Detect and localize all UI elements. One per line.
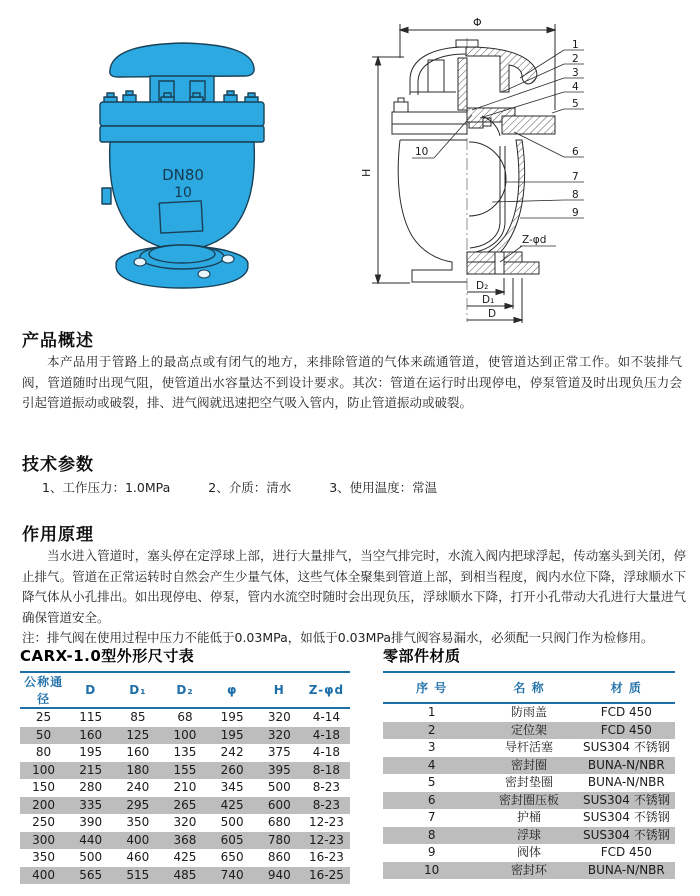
principle-heading: 作用原理 bbox=[22, 525, 94, 545]
table-cell: 125 bbox=[126, 727, 150, 742]
table-row bbox=[20, 727, 350, 745]
table-cell: 860 bbox=[267, 850, 291, 864]
table-row bbox=[20, 708, 350, 727]
table-row bbox=[383, 739, 675, 757]
table-cell: 195 bbox=[79, 745, 103, 759]
table-cell: 242 bbox=[220, 745, 244, 759]
principle-text: 当水进入管道时，塞头停在定浮球上部，进行大量排气，当空气排完时，水流入阀内把球浮起，传动塞头到关闭，停止排气。管道在正常运转时自然会产生少量气体，这些气体全聚集到管道上部，到相当程度，阀内水位下降，浮球顺水下降气体从小孔排出。如出现停电、停泵，管内水流空时随时会出现负压，浮球顺水下降，打开小孔带动大孔进行大量进气确保管道安全。 bbox=[22, 548, 686, 625]
table-cell: 280 bbox=[79, 780, 103, 794]
part-label-10: 10 bbox=[415, 146, 429, 158]
valve-cap bbox=[110, 43, 254, 77]
table-cell: 8-23 bbox=[312, 780, 341, 794]
table-row bbox=[383, 774, 675, 792]
table-cell: 500 bbox=[267, 780, 291, 794]
part-label-1: 1 bbox=[572, 39, 579, 51]
table-cell: 390 bbox=[79, 815, 103, 829]
table-cell: 650 bbox=[220, 850, 244, 864]
table-cell: 195 bbox=[220, 727, 244, 742]
part-label-3: 3 bbox=[572, 67, 579, 79]
column-header: φ bbox=[209, 672, 256, 708]
table-cell: 240 bbox=[126, 780, 150, 794]
table-cell: 4 bbox=[427, 757, 436, 772]
table-cell: 密封圈 bbox=[510, 757, 547, 772]
dimension-table-block bbox=[20, 645, 350, 884]
table-cell: 100 bbox=[32, 762, 56, 777]
column-header: H bbox=[256, 672, 303, 708]
table-row bbox=[20, 797, 350, 815]
table-row bbox=[20, 762, 350, 780]
table-row bbox=[383, 757, 675, 775]
table-cell: 160 bbox=[79, 727, 103, 742]
table-cell: 320 bbox=[267, 710, 291, 724]
table-cell: FCD 450 bbox=[600, 722, 652, 737]
table-cell: 295 bbox=[126, 797, 150, 812]
table-cell: 1 bbox=[427, 705, 436, 719]
table-cell: 155 bbox=[173, 762, 197, 777]
column-header: 序 号 bbox=[383, 672, 480, 703]
table-row bbox=[383, 792, 675, 810]
table-row bbox=[20, 849, 350, 867]
table-cell: 防雨盖 bbox=[510, 705, 547, 719]
table-cell: 940 bbox=[267, 867, 291, 882]
part-label-7: 7 bbox=[572, 171, 579, 183]
cap-section bbox=[466, 47, 537, 92]
table-cell: 600 bbox=[267, 797, 291, 812]
table-cell: 50 bbox=[35, 727, 52, 742]
table-cell: 300 bbox=[32, 832, 56, 847]
table-row bbox=[20, 832, 350, 850]
table-cell: BUNA-N/NBR bbox=[587, 757, 665, 772]
table-cell: 425 bbox=[173, 850, 197, 864]
table-cell: 85 bbox=[130, 710, 146, 724]
parameters-line bbox=[42, 478, 471, 496]
table-cell: SUS304 不锈钢 bbox=[582, 792, 670, 807]
table-cell: 8 bbox=[427, 827, 436, 842]
table-cell: 780 bbox=[267, 832, 291, 847]
table-cell: 68 bbox=[177, 710, 193, 724]
table-cell: 9 bbox=[427, 845, 436, 859]
table-cell: 215 bbox=[79, 762, 103, 777]
table-cell: FCD 450 bbox=[600, 845, 652, 859]
table-cell: 5 bbox=[427, 775, 436, 789]
table-cell: FCD 450 bbox=[600, 705, 652, 719]
table-cell: BUNA-N/NBR bbox=[587, 862, 665, 877]
table-cell: SUS304 不锈钢 bbox=[582, 740, 670, 754]
table-cell: 400 bbox=[126, 832, 150, 847]
table-cell: 密封圈压板 bbox=[498, 792, 559, 807]
table-cell: 210 bbox=[173, 780, 197, 794]
table-cell: 4-14 bbox=[312, 710, 341, 724]
overview-paragraph bbox=[22, 352, 682, 414]
table-row bbox=[383, 703, 675, 722]
valve-pressure-label: 10 bbox=[174, 185, 192, 201]
table-row bbox=[20, 779, 350, 797]
table-row bbox=[20, 744, 350, 762]
valve-flange-upper bbox=[100, 102, 264, 126]
materials-table-title: 零部件材质 bbox=[383, 647, 461, 665]
table-cell: 375 bbox=[267, 745, 291, 759]
table-cell: 阀体 bbox=[516, 845, 541, 859]
column-header: 公称通径 bbox=[20, 672, 67, 708]
table-cell: 320 bbox=[173, 815, 197, 829]
table-cell: 12-23 bbox=[308, 832, 344, 847]
valve-size-label: DN80 bbox=[162, 166, 204, 184]
dim-h-label: H bbox=[360, 168, 373, 177]
table-cell: 浮球 bbox=[516, 827, 541, 842]
table-cell: 500 bbox=[220, 815, 244, 829]
materials-table-block bbox=[383, 645, 675, 884]
table-cell: 260 bbox=[220, 762, 244, 777]
table-cell: 6 bbox=[427, 792, 436, 807]
table-cell: 16-25 bbox=[308, 867, 344, 882]
table-cell: 460 bbox=[126, 850, 150, 864]
table-cell: 4-18 bbox=[312, 727, 341, 742]
table-row bbox=[383, 722, 675, 740]
table-cell: 3 bbox=[427, 740, 436, 754]
table-cell: 345 bbox=[220, 780, 244, 794]
table-cell: 195 bbox=[220, 710, 244, 724]
table-row bbox=[20, 867, 350, 885]
materials-table bbox=[383, 671, 675, 879]
table-cell: SUS304 不锈钢 bbox=[582, 827, 670, 842]
overview-text: 本产品用于管路上的最高点或有闭气的地方，来排除管道的气体来疏通管道，使管道达到正常工作。如不装排气阀，管道随时出现气阻，使管道出水容量达不到设计要求。其次：管道在运行时出现停电，停泵管道及时出现负压力会引起管道振动或破裂，排、进气阀就迅速把空气吸入管内，防止管道振动或破裂。 bbox=[22, 354, 682, 410]
column-header: D bbox=[67, 672, 114, 708]
dim-d2-label: D₂ bbox=[476, 280, 489, 292]
valve-nameplate bbox=[159, 201, 203, 233]
table-cell: 2 bbox=[427, 722, 436, 737]
table-cell: 740 bbox=[220, 867, 244, 882]
table-cell: 605 bbox=[220, 832, 244, 847]
table-cell: 16-23 bbox=[308, 850, 344, 864]
table-cell: 135 bbox=[173, 745, 197, 759]
table-cell: 护桶 bbox=[516, 810, 541, 824]
valve-illustration bbox=[98, 40, 268, 290]
column-header: 材 质 bbox=[578, 672, 675, 703]
table-cell: 500 bbox=[79, 850, 103, 864]
part-label-6: 6 bbox=[572, 146, 579, 158]
table-header-row bbox=[20, 672, 350, 708]
table-cell: 440 bbox=[79, 832, 103, 847]
dimension-table bbox=[20, 671, 350, 884]
table-cell: 425 bbox=[220, 797, 244, 812]
table-cell: 400 bbox=[32, 867, 56, 882]
table-cell: 4-18 bbox=[312, 745, 341, 759]
table-cell: 160 bbox=[126, 745, 150, 759]
table-cell: 80 bbox=[35, 745, 52, 759]
table-cell: 导杆活塞 bbox=[504, 740, 553, 754]
table-row bbox=[383, 844, 675, 862]
table-cell: 密封垫圈 bbox=[504, 775, 553, 789]
dim-phi-label: Φ bbox=[473, 16, 482, 29]
part-label-9: 9 bbox=[572, 207, 579, 219]
part-label-4: 4 bbox=[572, 81, 579, 93]
table-cell: 680 bbox=[267, 815, 291, 829]
table-cell: 115 bbox=[79, 710, 103, 724]
column-header: D₁ bbox=[114, 672, 161, 708]
cross-section-drawing bbox=[352, 0, 652, 330]
column-header: 名 称 bbox=[480, 672, 577, 703]
table-cell: 12-23 bbox=[308, 815, 344, 829]
tables-section bbox=[20, 645, 680, 884]
valve-flange-lower bbox=[100, 126, 264, 142]
table-cell: 335 bbox=[79, 797, 103, 812]
table-cell: 200 bbox=[32, 797, 56, 812]
valve-side-tab bbox=[102, 188, 111, 204]
table-cell: 395 bbox=[267, 762, 291, 777]
table-cell: 320 bbox=[267, 727, 291, 742]
column-header: Z-φd bbox=[303, 672, 350, 708]
table-row bbox=[383, 862, 675, 880]
dim-h bbox=[372, 57, 410, 283]
table-cell: 515 bbox=[126, 867, 150, 882]
dim-d1-label: D₁ bbox=[482, 294, 495, 306]
parameters-heading: 技术参数 bbox=[22, 455, 94, 475]
bolt-spec-label: Z-φd bbox=[522, 234, 547, 246]
table-cell: 565 bbox=[79, 867, 103, 882]
table-cell: 250 bbox=[32, 815, 56, 829]
part-label-8: 8 bbox=[572, 189, 579, 201]
part-label-2: 2 bbox=[572, 53, 579, 65]
table-row bbox=[20, 814, 350, 832]
principle-note: 注：排气阀在使用过程中压力不能低于0.03MPa，如低于0.03MPa排气阀容易漏水，必须配一只阀门作为检修用。 bbox=[22, 630, 654, 645]
column-header: D₂ bbox=[161, 672, 208, 708]
parameter-medium: 2、介质：清水 bbox=[208, 480, 292, 495]
principle-paragraph bbox=[22, 546, 686, 649]
part-label-5: 5 bbox=[572, 98, 579, 110]
table-cell: 密封环 bbox=[510, 862, 547, 877]
table-cell: SUS304 不锈钢 bbox=[582, 810, 670, 824]
table-cell: 10 bbox=[424, 862, 440, 877]
table-cell: 350 bbox=[126, 815, 150, 829]
table-row bbox=[383, 809, 675, 827]
table-cell: 485 bbox=[173, 867, 197, 882]
parameter-pressure: 1、工作压力：1.0MPa bbox=[42, 480, 171, 495]
parameter-temperature: 3、使用温度：常温 bbox=[329, 480, 438, 495]
table-cell: 350 bbox=[32, 850, 56, 864]
table-cell: 定位架 bbox=[510, 722, 547, 737]
table-cell: 180 bbox=[126, 762, 150, 777]
table-cell: 7 bbox=[427, 810, 436, 824]
table-cell: 368 bbox=[173, 832, 197, 847]
dimension-table-title: CARX-1.0型外形尺寸表 bbox=[20, 647, 195, 665]
table-cell: 8-23 bbox=[312, 797, 341, 812]
dim-d-label: D bbox=[488, 308, 497, 320]
table-cell: 8-18 bbox=[312, 762, 341, 777]
table-cell: 100 bbox=[173, 727, 197, 742]
table-row bbox=[383, 827, 675, 845]
table-cell: 25 bbox=[35, 710, 52, 724]
overview-heading: 产品概述 bbox=[22, 331, 94, 351]
table-cell: 150 bbox=[32, 780, 56, 794]
table-cell: 265 bbox=[173, 797, 197, 812]
table-header-row bbox=[383, 672, 675, 703]
table-cell: BUNA-N/NBR bbox=[587, 775, 665, 789]
body-wall-section bbox=[488, 140, 525, 261]
